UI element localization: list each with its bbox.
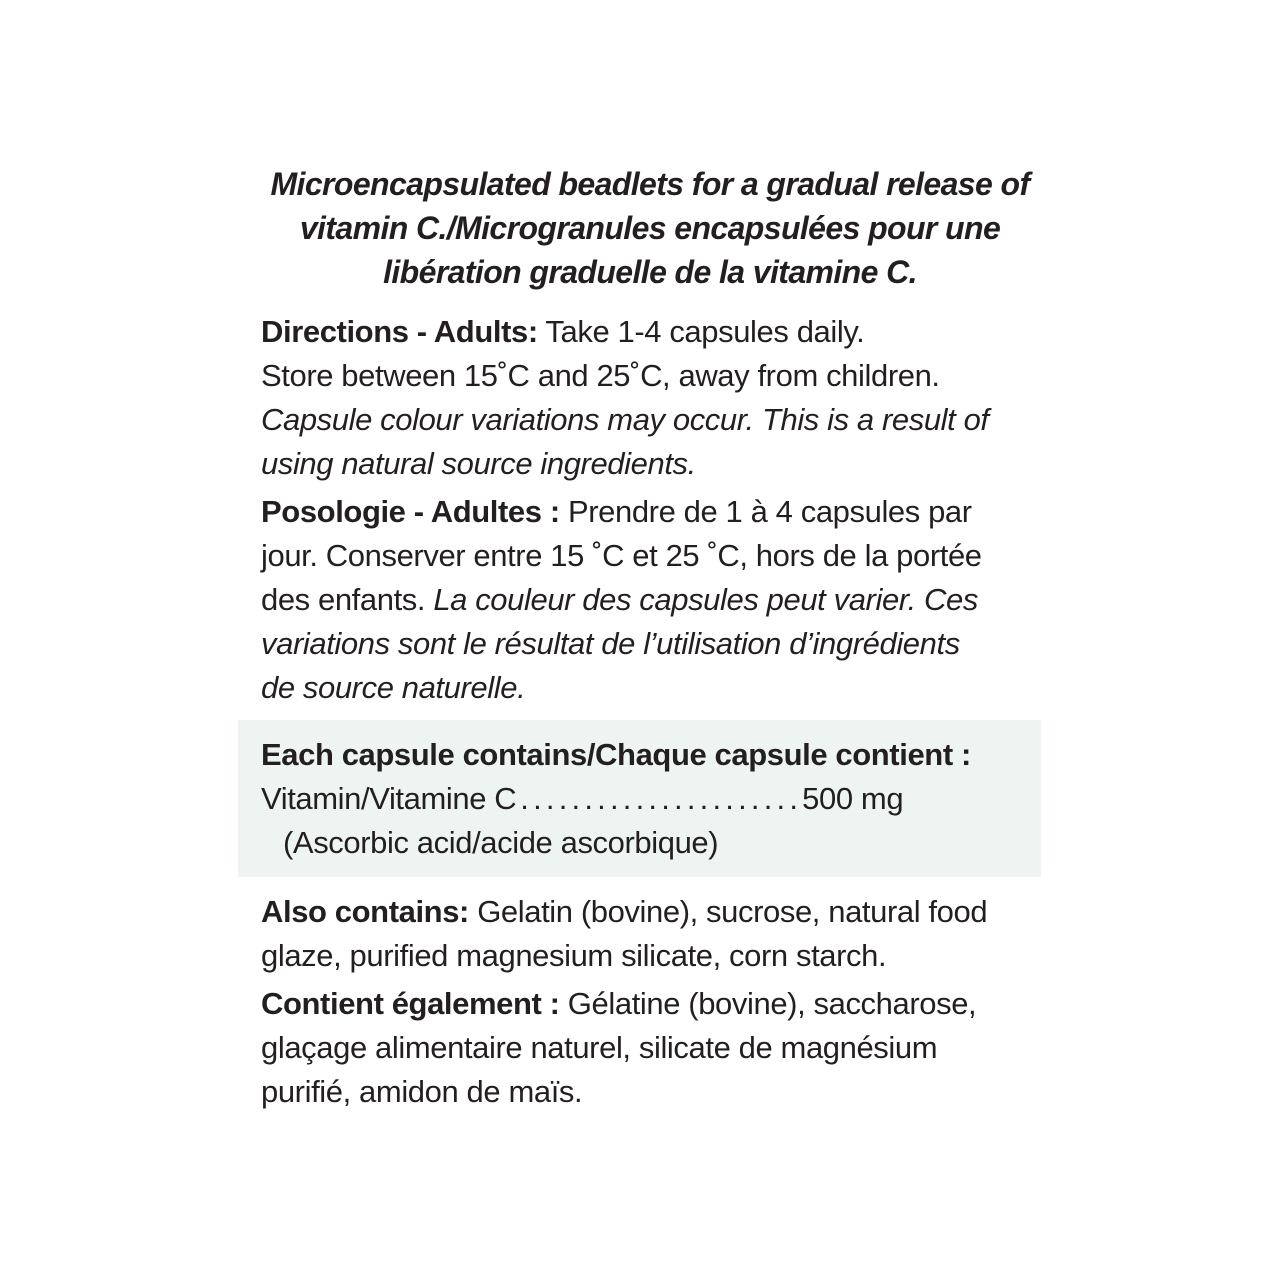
posologie-note: de source naturelle. [261, 670, 526, 705]
directions-note: using natural source ingredients. [261, 446, 696, 481]
contient-egalement-text: glaçage alimentaire naturel, silicate de magnésium [261, 1030, 938, 1065]
contient-egalement-text: purifié, amidon de maïs. [261, 1074, 583, 1109]
posologie-note: variations sont le résultat de l’utilisation d’ingrédients [261, 626, 960, 661]
ingredient-source: (Ascorbic acid/acide ascorbique) [283, 825, 719, 860]
posologie-heading: Posologie - Adultes : [261, 494, 560, 529]
contents-section [261, 733, 1041, 865]
directions-storage: Store between 15˚C and 25˚C, away from children. [261, 358, 940, 393]
posologie-storage: jour. Conserver entre 15 ˚C et 25 ˚C, hors de la portée [261, 538, 982, 573]
contient-egalement-section [261, 982, 1041, 1114]
also-contains-text: glaze, purified magnesium silicate, corn starch. [261, 938, 887, 973]
tagline-line: vitamin C./Microgranules encapsulées pour une [299, 210, 1001, 246]
posologie-note: La couleur des capsules peut varier. Ces [433, 582, 978, 617]
posologie-dosage: Prendre de 1 à 4 capsules par [559, 494, 972, 529]
directions-note: Capsule colour variations may occur. This is a result of [261, 402, 989, 437]
ingredient-amount: 500 mg [802, 781, 904, 816]
contient-egalement-heading: Contient également : [261, 986, 560, 1021]
tagline-line: Microencapsulated beadlets for a gradual release of [270, 166, 1030, 202]
leader-dots: ...................... [520, 781, 803, 816]
also-contains-heading: Also contains: [261, 894, 469, 929]
contents-heading: Each capsule contains/Chaque capsule contient : [261, 737, 971, 772]
tagline-line: libération graduelle de la vitamine C. [383, 254, 917, 290]
also-contains-text: Gelatin (bovine), sucrose, natural food [468, 894, 988, 929]
ingredient-name: Vitamin/Vitamine C [261, 781, 517, 816]
directions-heading: Directions - Adults: [261, 314, 538, 349]
posologie-section [261, 490, 1041, 710]
directions-dosage: Take 1-4 capsules daily. [537, 314, 865, 349]
directions-section [261, 310, 1041, 486]
ingredient-row [261, 777, 1041, 821]
product-tagline [240, 162, 1060, 294]
contient-egalement-text: Gélatine (bovine), saccharose, [559, 986, 977, 1021]
also-contains-section [261, 890, 1041, 978]
posologie-storage-end: des enfants. [261, 582, 434, 617]
